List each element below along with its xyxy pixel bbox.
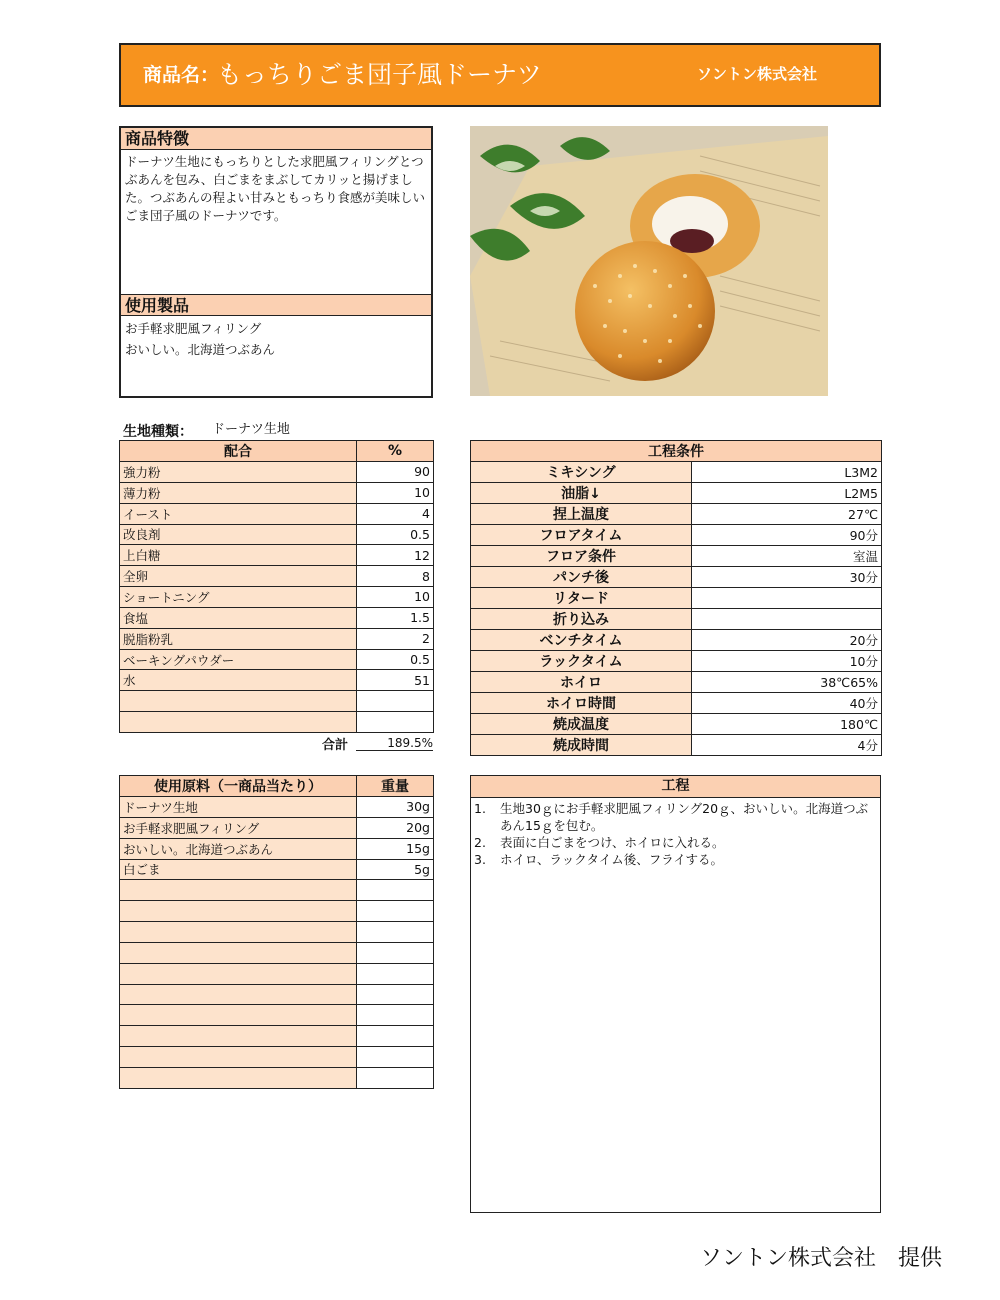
material-name [120, 880, 357, 901]
ingredient-percent [357, 691, 434, 712]
process-value: 180℃ [692, 714, 882, 735]
recipe-row [120, 566, 434, 587]
recipe-row [120, 607, 434, 628]
process-name: フロアタイム [471, 525, 692, 546]
process-row [471, 735, 882, 756]
material-name [120, 942, 357, 963]
recipe-row [120, 691, 434, 712]
ingredient-name: イースト [120, 503, 357, 524]
process-value: 20分 [692, 630, 882, 651]
materials-col-name: 使用原料（一商品当たり） [120, 776, 357, 797]
ingredient-name: ベーキングパウダー [120, 649, 357, 670]
steps-heading: 工程 [471, 776, 880, 798]
ingredient-name: 水 [120, 670, 357, 691]
material-row [120, 922, 434, 943]
material-name [120, 922, 357, 943]
process-value: 室温 [692, 546, 882, 567]
material-name: ドーナツ生地 [120, 797, 357, 818]
ingredient-percent: 0.5 [357, 649, 434, 670]
products-list [125, 318, 427, 360]
material-row [120, 838, 434, 859]
material-name: おいしい。北海道つぶあん [120, 838, 357, 859]
material-weight [357, 942, 434, 963]
process-name: 焼成温度 [471, 714, 692, 735]
process-value: 27℃ [692, 504, 882, 525]
step-number: 2. [474, 835, 486, 850]
steps-list [474, 800, 874, 868]
process-name: 捏上温度 [471, 504, 692, 525]
process-row [471, 567, 882, 588]
recipe-row [120, 524, 434, 545]
material-name: 白ごま [120, 859, 357, 880]
material-weight: 15g [357, 838, 434, 859]
recipe-row [120, 712, 434, 733]
recipe-header-row [120, 441, 434, 462]
step-number: 3. [474, 852, 486, 867]
provider-credit: ソントン株式会社 提供 [700, 1246, 943, 1271]
ingredient-name: 薄力粉 [120, 482, 357, 503]
process-value: 30分 [692, 567, 882, 588]
material-name: お手軽求肥風フィリング [120, 817, 357, 838]
product-photo [470, 126, 828, 396]
ingredient-percent [357, 712, 434, 733]
ingredient-percent: 2 [357, 628, 434, 649]
ingredient-name: 上白糖 [120, 545, 357, 566]
step-text: 表面に白ごまをつけ、ホイロに入れる。 [500, 835, 725, 850]
product-header [119, 43, 881, 107]
step-item [474, 834, 874, 851]
product-name: もっちりごま団子風ドーナツ [217, 60, 542, 89]
process-row [471, 588, 882, 609]
process-value: 40分 [692, 693, 882, 714]
process-row [471, 504, 882, 525]
ingredient-percent: 0.5 [357, 524, 434, 545]
step-number: 1. [474, 801, 486, 816]
company-name: ソントン株式会社 [697, 65, 818, 83]
ingredient-percent: 12 [357, 545, 434, 566]
process-row [471, 609, 882, 630]
process-header-row [471, 441, 882, 462]
process-name: ミキシング [471, 462, 692, 483]
material-row [120, 880, 434, 901]
ingredient-percent: 4 [357, 503, 434, 524]
recipe-row [120, 503, 434, 524]
ingredient-percent: 90 [357, 462, 434, 483]
material-name [120, 1067, 357, 1088]
step-text: 生地30ｇにお手軽求肥風フィリング20ｇ、おいしい。北海道つぶあん15ｇを包む。 [500, 801, 869, 833]
material-name [120, 901, 357, 922]
recipe-col-percent: % [357, 441, 434, 462]
process-row [471, 462, 882, 483]
process-name: リタード [471, 588, 692, 609]
material-weight [357, 1047, 434, 1068]
product-item: おいしい。北海道つぶあん [125, 342, 276, 357]
material-weight: 5g [357, 859, 434, 880]
recipe-total-label: 合計 [322, 738, 349, 753]
recipe-row [120, 670, 434, 691]
product-item: お手軽求肥風フィリング [125, 321, 262, 336]
material-row [120, 901, 434, 922]
ingredient-name [120, 691, 357, 712]
process-row [471, 714, 882, 735]
material-weight: 30g [357, 797, 434, 818]
material-row [120, 1005, 434, 1026]
ingredient-name [120, 712, 357, 733]
material-weight [357, 963, 434, 984]
material-name [120, 1005, 357, 1026]
recipe-table [119, 440, 434, 733]
material-name [120, 963, 357, 984]
recipe-row [120, 545, 434, 566]
process-value [692, 609, 882, 630]
material-name [120, 984, 357, 1005]
process-name: パンチ後 [471, 567, 692, 588]
process-row [471, 693, 882, 714]
process-name: ベンチタイム [471, 630, 692, 651]
feature-panel [119, 126, 433, 398]
features-heading: 商品特徴 [121, 128, 431, 150]
step-text: ホイロ、ラックタイム後、フライする。 [500, 852, 724, 867]
material-name [120, 1026, 357, 1047]
materials-header-row [120, 776, 434, 797]
process-row [471, 483, 882, 504]
recipe-row [120, 587, 434, 608]
process-value: L3M2 [692, 462, 882, 483]
material-row [120, 942, 434, 963]
process-name: 焼成時間 [471, 735, 692, 756]
materials-table [119, 775, 434, 1089]
step-item [474, 800, 874, 834]
dough-type-value: ドーナツ生地 [212, 422, 290, 437]
process-row [471, 525, 882, 546]
material-row [120, 817, 434, 838]
product-name-label: 商品名： [143, 64, 220, 86]
process-value [692, 588, 882, 609]
material-row [120, 859, 434, 880]
material-row [120, 1047, 434, 1068]
material-weight [357, 922, 434, 943]
process-conditions-heading: 工程条件 [471, 441, 882, 462]
process-name: ホイロ時間 [471, 693, 692, 714]
materials-col-weight: 重量 [357, 776, 434, 797]
ingredient-name: 改良剤 [120, 524, 357, 545]
process-row [471, 546, 882, 567]
recipe-row [120, 628, 434, 649]
recipe-row [120, 462, 434, 483]
material-name [120, 1047, 357, 1068]
ingredient-name: 食塩 [120, 607, 357, 628]
process-value: 4分 [692, 735, 882, 756]
material-weight [357, 984, 434, 1005]
process-value: 38℃65% [692, 672, 882, 693]
dough-type-label: 生地種類： [123, 424, 193, 440]
process-value: L2M5 [692, 483, 882, 504]
process-name: ラックタイム [471, 651, 692, 672]
process-value: 90分 [692, 525, 882, 546]
material-weight [357, 1067, 434, 1088]
donut-photo-illustration [470, 126, 828, 396]
process-row [471, 672, 882, 693]
step-item [474, 851, 874, 868]
ingredient-percent: 1.5 [357, 607, 434, 628]
material-row [120, 1067, 434, 1088]
ingredient-percent: 51 [357, 670, 434, 691]
recipe-row [120, 482, 434, 503]
material-weight [357, 901, 434, 922]
material-row [120, 963, 434, 984]
material-weight [357, 1026, 434, 1047]
ingredient-name: 全卵 [120, 566, 357, 587]
material-row [120, 797, 434, 818]
material-weight [357, 880, 434, 901]
process-name: フロア条件 [471, 546, 692, 567]
ingredient-percent: 8 [357, 566, 434, 587]
process-conditions-table [470, 440, 882, 756]
ingredient-percent: 10 [357, 482, 434, 503]
ingredient-percent: 10 [357, 587, 434, 608]
process-name: 折り込み [471, 609, 692, 630]
ingredient-name: 脱脂粉乳 [120, 628, 357, 649]
ingredient-name: 強力粉 [120, 462, 357, 483]
steps-panel [470, 775, 881, 1213]
process-row [471, 651, 882, 672]
material-weight [357, 1005, 434, 1026]
recipe-col-ingredient: 配合 [120, 441, 357, 462]
material-row [120, 1026, 434, 1047]
process-row [471, 630, 882, 651]
features-text: ドーナツ生地にもっちりとした求肥風フィリングとつぶあんを包み、白ごまをまぶしてカリッと揚げました。つぶあんの程よい甘みともっちり食感が美味しいごま団子風のドーナツです。 [125, 154, 426, 223]
recipe-row [120, 649, 434, 670]
process-name: 油脂↓ [471, 483, 692, 504]
products-heading: 使用製品 [121, 294, 431, 316]
process-value: 10分 [692, 651, 882, 672]
process-name: ホイロ [471, 672, 692, 693]
ingredient-name: ショートニング [120, 587, 357, 608]
material-weight: 20g [357, 817, 434, 838]
material-row [120, 984, 434, 1005]
recipe-total-value: 189.5% [356, 736, 433, 751]
